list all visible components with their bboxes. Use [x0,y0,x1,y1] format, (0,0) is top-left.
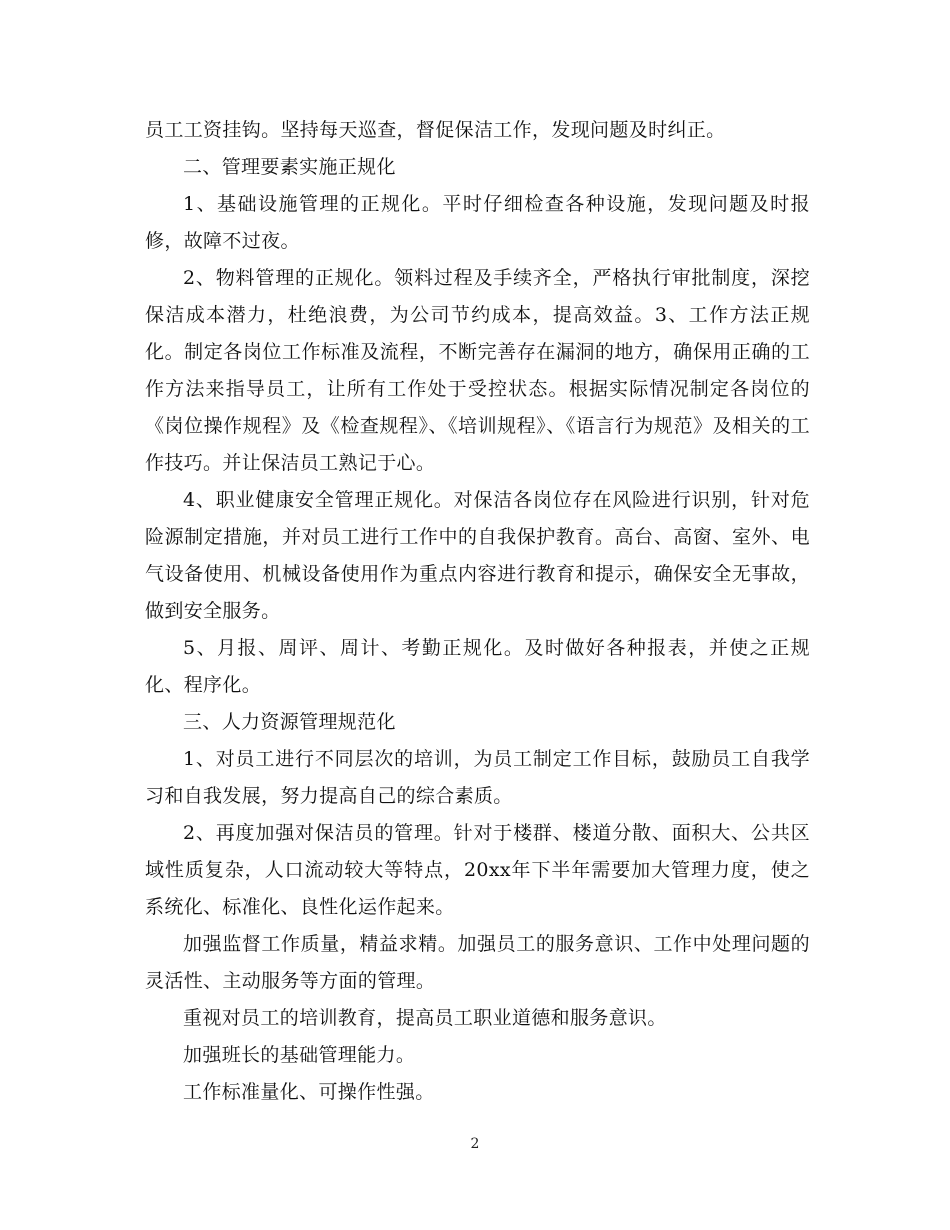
paragraph-quality: 加强监督工作质量，精益求精。加强员工的服务意识、工作中处理问题的灵活性、主动服务等方面的管理。 [145,933,810,992]
paragraph-3-1: 1、对员工进行不同层次的培训，为员工制定工作目标，鼓励员工自我学习和自我发展，努力提高自己的综合素质。 [145,748,810,807]
paragraph-2-2: 2、物料管理的正规化。领料过程及手续齐全，严格执行审批制度，深挖保洁成本潜力，杜绝浪费，为公司节约成本，提高效益。3、工作方法正规化。制定各岗位工作标准及流程，不断完善存在漏洞的地方，确保用正确的工作方法来指导员工，让所有工作处于受控状态。根据实际情况制定各岗位的《岗位操作规程》及《检查规程》、《培训规程》、《语言行为规范》及相关的工作技巧。并让保洁员工熟记于心。 [145,267,810,474]
paragraph-team-leader: 加强班长的基础管理能力。 [183,1044,416,1066]
document-body [145,112,810,1111]
section-heading-2: 二、管理要素实施正规化 [183,156,396,178]
paragraph-continuation: 员工工资挂钩。坚持每天巡查，督促保洁工作，发现问题及时纠正。 [145,119,726,141]
paragraph-2-1: 1、基础设施管理的正规化。平时仔细检查各种设施，发现问题及时报修，故障不过夜。 [145,193,810,252]
paragraph-2-4: 4、职业健康安全管理正规化。对保洁各岗位存在风险进行识别，针对危险源制定措施，并对员工进行工作中的自我保护教育。高台、高窗、室外、电气设备使用、机械设备使用作为重点内容进行教育和提示，确保安全无事故，做到安全服务。 [145,489,810,622]
section-heading-3: 三、人力资源管理规范化 [183,711,396,733]
page-number: 2 [470,1136,480,1152]
paragraph-3-2: 2、再度加强对保洁员的管理。针对于楼群、楼道分散、面积大、公共区域性质复杂，人口流动较大等特点，20xx年下半年需要加大管理力度，使之系统化、标准化、良性化运作起来。 [145,822,810,918]
paragraph-standards: 工作标准量化、可操作性强。 [183,1081,435,1103]
paragraph-training: 重视对员工的培训教育，提高员工职业道德和服务意识。 [183,1007,667,1029]
paragraph-2-5: 5、月报、周评、周计、考勤正规化。及时做好各种报表，并使之正规化、程序化。 [145,637,810,696]
